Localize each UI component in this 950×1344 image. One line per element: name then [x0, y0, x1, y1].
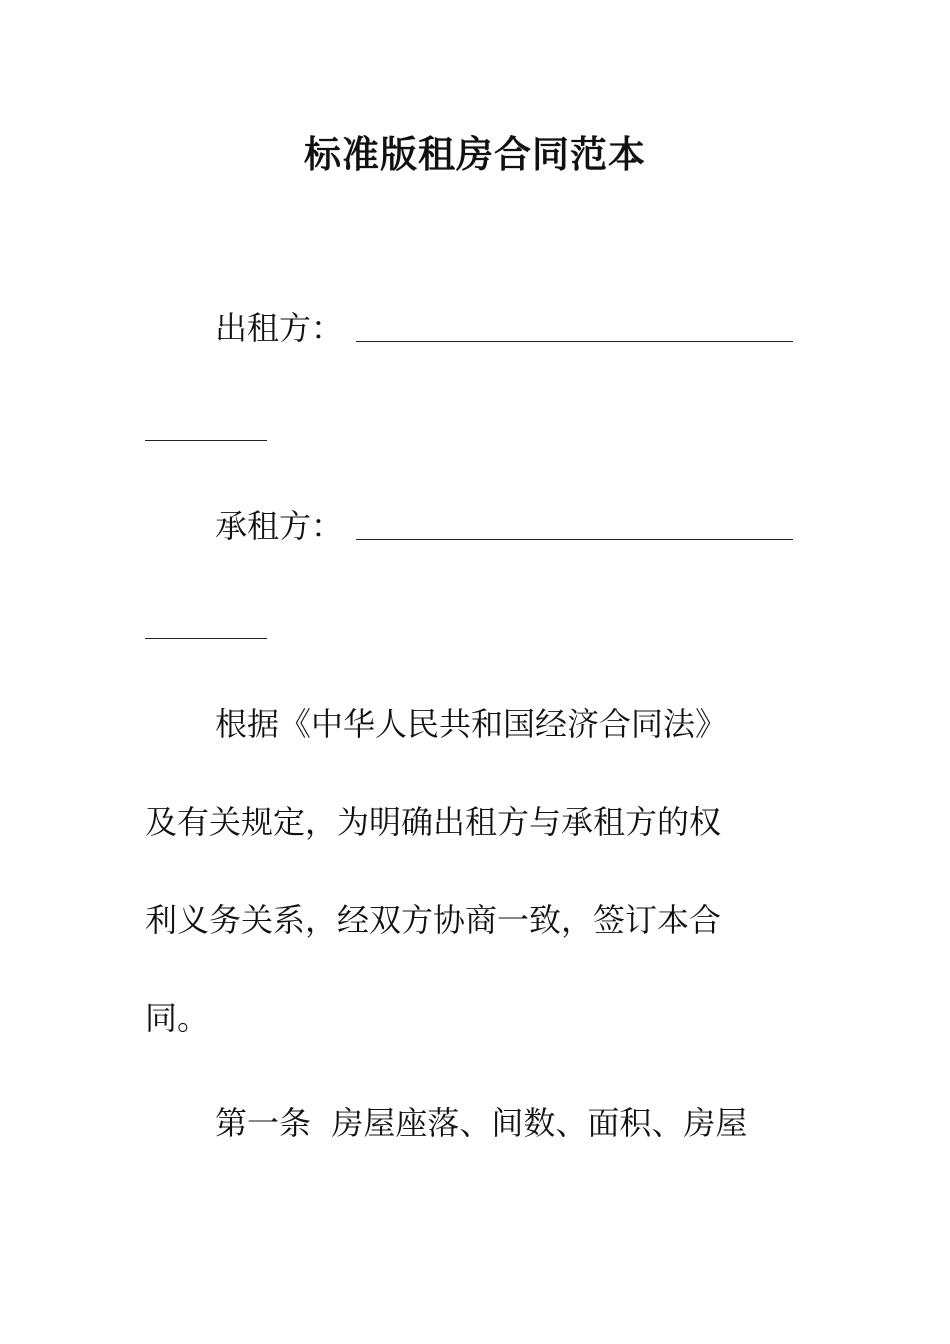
- document-title: 标准版租房合同范本: [304, 132, 646, 176]
- lessor-blank-line: [356, 341, 793, 342]
- preamble-line: 根据《中华人民共和国经济合同法》: [215, 705, 728, 743]
- preamble-line: 同。: [145, 999, 210, 1037]
- lessor-label: 出租方：: [215, 309, 344, 347]
- preamble-line: 及有关规定，为明确出租方与承租方的权: [145, 803, 722, 841]
- lessor-blank-line-continued: [145, 440, 267, 441]
- lessee-blank-line-continued: [145, 638, 267, 639]
- preamble-line: 利义务关系，经双方协商一致，签订本合: [145, 901, 722, 939]
- lessee-label: 承租方：: [215, 507, 344, 545]
- article-1-heading: 第一条 房屋座落、间数、面积、房屋: [215, 1104, 748, 1142]
- lessee-blank-line: [356, 539, 793, 540]
